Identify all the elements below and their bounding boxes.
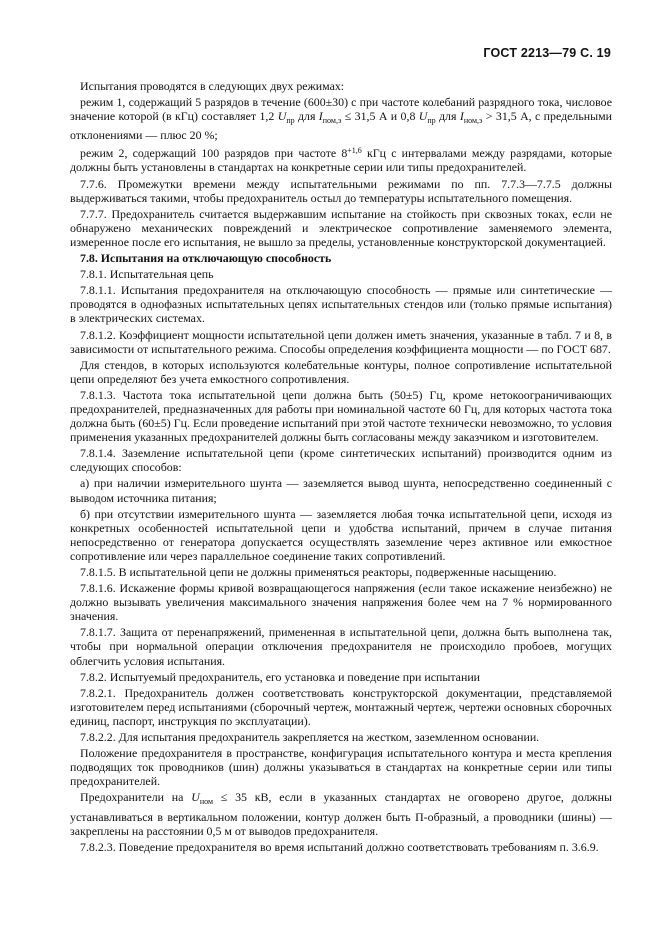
paragraph: Испытания проводятся в следующих двух режимах: [80,79,345,93]
clause-7-8-1-6: 7.8.1.6. Искажение формы кривой возвращающегося напряжения (если такое искажение неизбежно) не должно вызывать увеличения максимального значения напряжения более чем на 7 % нормированного значения. [70,581,612,624]
section-heading-7-8: 7.8. Испытания на отключающую способность [80,251,332,266]
paragraph: Для стендов, в которых используются колебательные контуры, полное сопротивление испытательной цепи определяют без учета емкостного сопротивления. [70,357,612,386]
clause-7-8-2-2: 7.8.2.2. Для испытания предохранитель закрепляется на жестком, заземленном основании. [80,730,540,745]
clause-7-8-2-3: 7.8.2.3. Поведение предохранителя во время испытаний должно соответствовать требованиям п. 3.6.9. [80,839,599,854]
clause-7-8-1-7: 7.8.1.7. Защита от перенапряжений, примененная в испытательной цепи, должна быть выполнена так, чтобы при нормальной операции отключения предохранителя не происходило пробоев, могущих облегчить условия испытания. [70,625,612,668]
paragraph: Положение предохранителя в пространстве, конфигурация испытательного контура и места крепления подводящих ток проводников (шин) должны указываться в стандартах на конкретные серии или типы предохранителей. [70,746,612,789]
paragraph-mode-2: режим 2, содержащий 100 разрядов при частоте $8^{+1,6}$ кГц с интервалами между разрядами, которые должны быть установлены в стандартах на конкретные серии или типы предохранителей. [70,146,612,175]
clause-7-8-1-4: 7.8.1.4. Заземление испытательной цепи (кроме синтетических испытаний) производится одним из следующих способов: [70,446,612,475]
clause-7-8-1-5: 7.8.1.5. В испытательной цепи не должны применяться реакторы, подверженные насыщению. [80,565,557,579]
paragraph-mode-1: режим 1, содержащий 5 разрядов в течение (600±30) с при частоте колебаний разрядного тока, числовое значение которой (в кГц) составляет 1,2 $U_{пр}$ для $I_{пом,э} \le 31,5$ А и 0,8 $U_{пр}$ для $I_{ном,э} > 31,5$ А, с предельными отклонениями — плюс 20 %; [70,95,612,143]
document-body [70,79,612,854]
clause-7-8-1-3: 7.8.1.3. Частота тока испытательной цепи должна быть (50±5) Гц, кроме нетокоограничивающих предохранителей, предназначенных для работы при номинальной частоте 60 Гц, для которых частота тока должна быть (60±5) Гц. Если проведение испытаний при этой частоте технически невозможно, то условия применения указанных предохранителей должны быть согласованы между заказчиком и изготовителем. [70,387,612,445]
page-header: ГОСТ 2213—79 С. 19 [483,46,611,60]
paragraph-voltage: Предохранители на $U_{ном} \le 35$ кВ, если в указанных стандартах не оговорено другое, должны устанавливаться в вертикальном положении, контур должен быть П-образный, а проводники (шины) — закреплены на расстоянии 0,5 м от выводов предохранителя. [70,790,612,838]
clause-7-8-2-1: 7.8.2.1. Предохранитель должен соответствовать конструкторской документации, представляемой изготовителем перед испытаниями (сборочный чертеж, монтажный чертеж, чертежи основных сборочных единиц, паспорт, инструкция по эксплуатации). [70,685,612,728]
clause-7-8-1-2: 7.8.1.2. Коэффициент мощности испытательной цепи должен иметь значения, указанные в табл. 7 и 8, в зависимости от испытательного режима. Способы определения коэффициента мощности — по ГОСТ 687. [70,327,612,356]
clause-7-8-1: 7.8.1. Испытательная цепь [80,267,214,282]
clause-7-7-6: 7.7.6. Промежутки времени между испытательными режимами по пп. 7.7.3—7.7.5 должны выдерживаться такими, чтобы предохранитель остыл до температуры испытательного помещения. [70,176,612,205]
clause-7-7-7: 7.7.7. Предохранитель считается выдержавшим испытание на стойкость при сквозных токах, если не обнаружено механических повреждений и электрическое сопротивление заменяемого элемента, измеренное после его испытания, не вышло за пределы, установленные конструкторской документацией. [70,206,612,249]
list-item-a: а) при наличии измерительного шунта — заземляется вывод шунта, непосредственно соединенный с выводом источника питания; [70,476,612,505]
clause-7-8-2: 7.8.2. Испытуемый предохранитель, его установка и поведение при испытании [80,669,481,684]
list-item-b: б) при отсутствии измерительного шунта — заземляется любая точка испытательной цепи, исходя из конкретных особенностей испытательной цепи и удобства испытаний, причем в случае питания непосредственно от генератора допускается осуществлять заземление через активное или емкостное сопротивление или через параллельное соединение таких сопротивлений. [70,506,612,563]
clause-7-8-1-1: 7.8.1.1. Испытания предохранителя на отключающую способность — прямые или синтетические — проводятся в однофазных испытательных цепях испытательных стендов или (только прямые испытания) в электрических системах. [70,283,612,326]
